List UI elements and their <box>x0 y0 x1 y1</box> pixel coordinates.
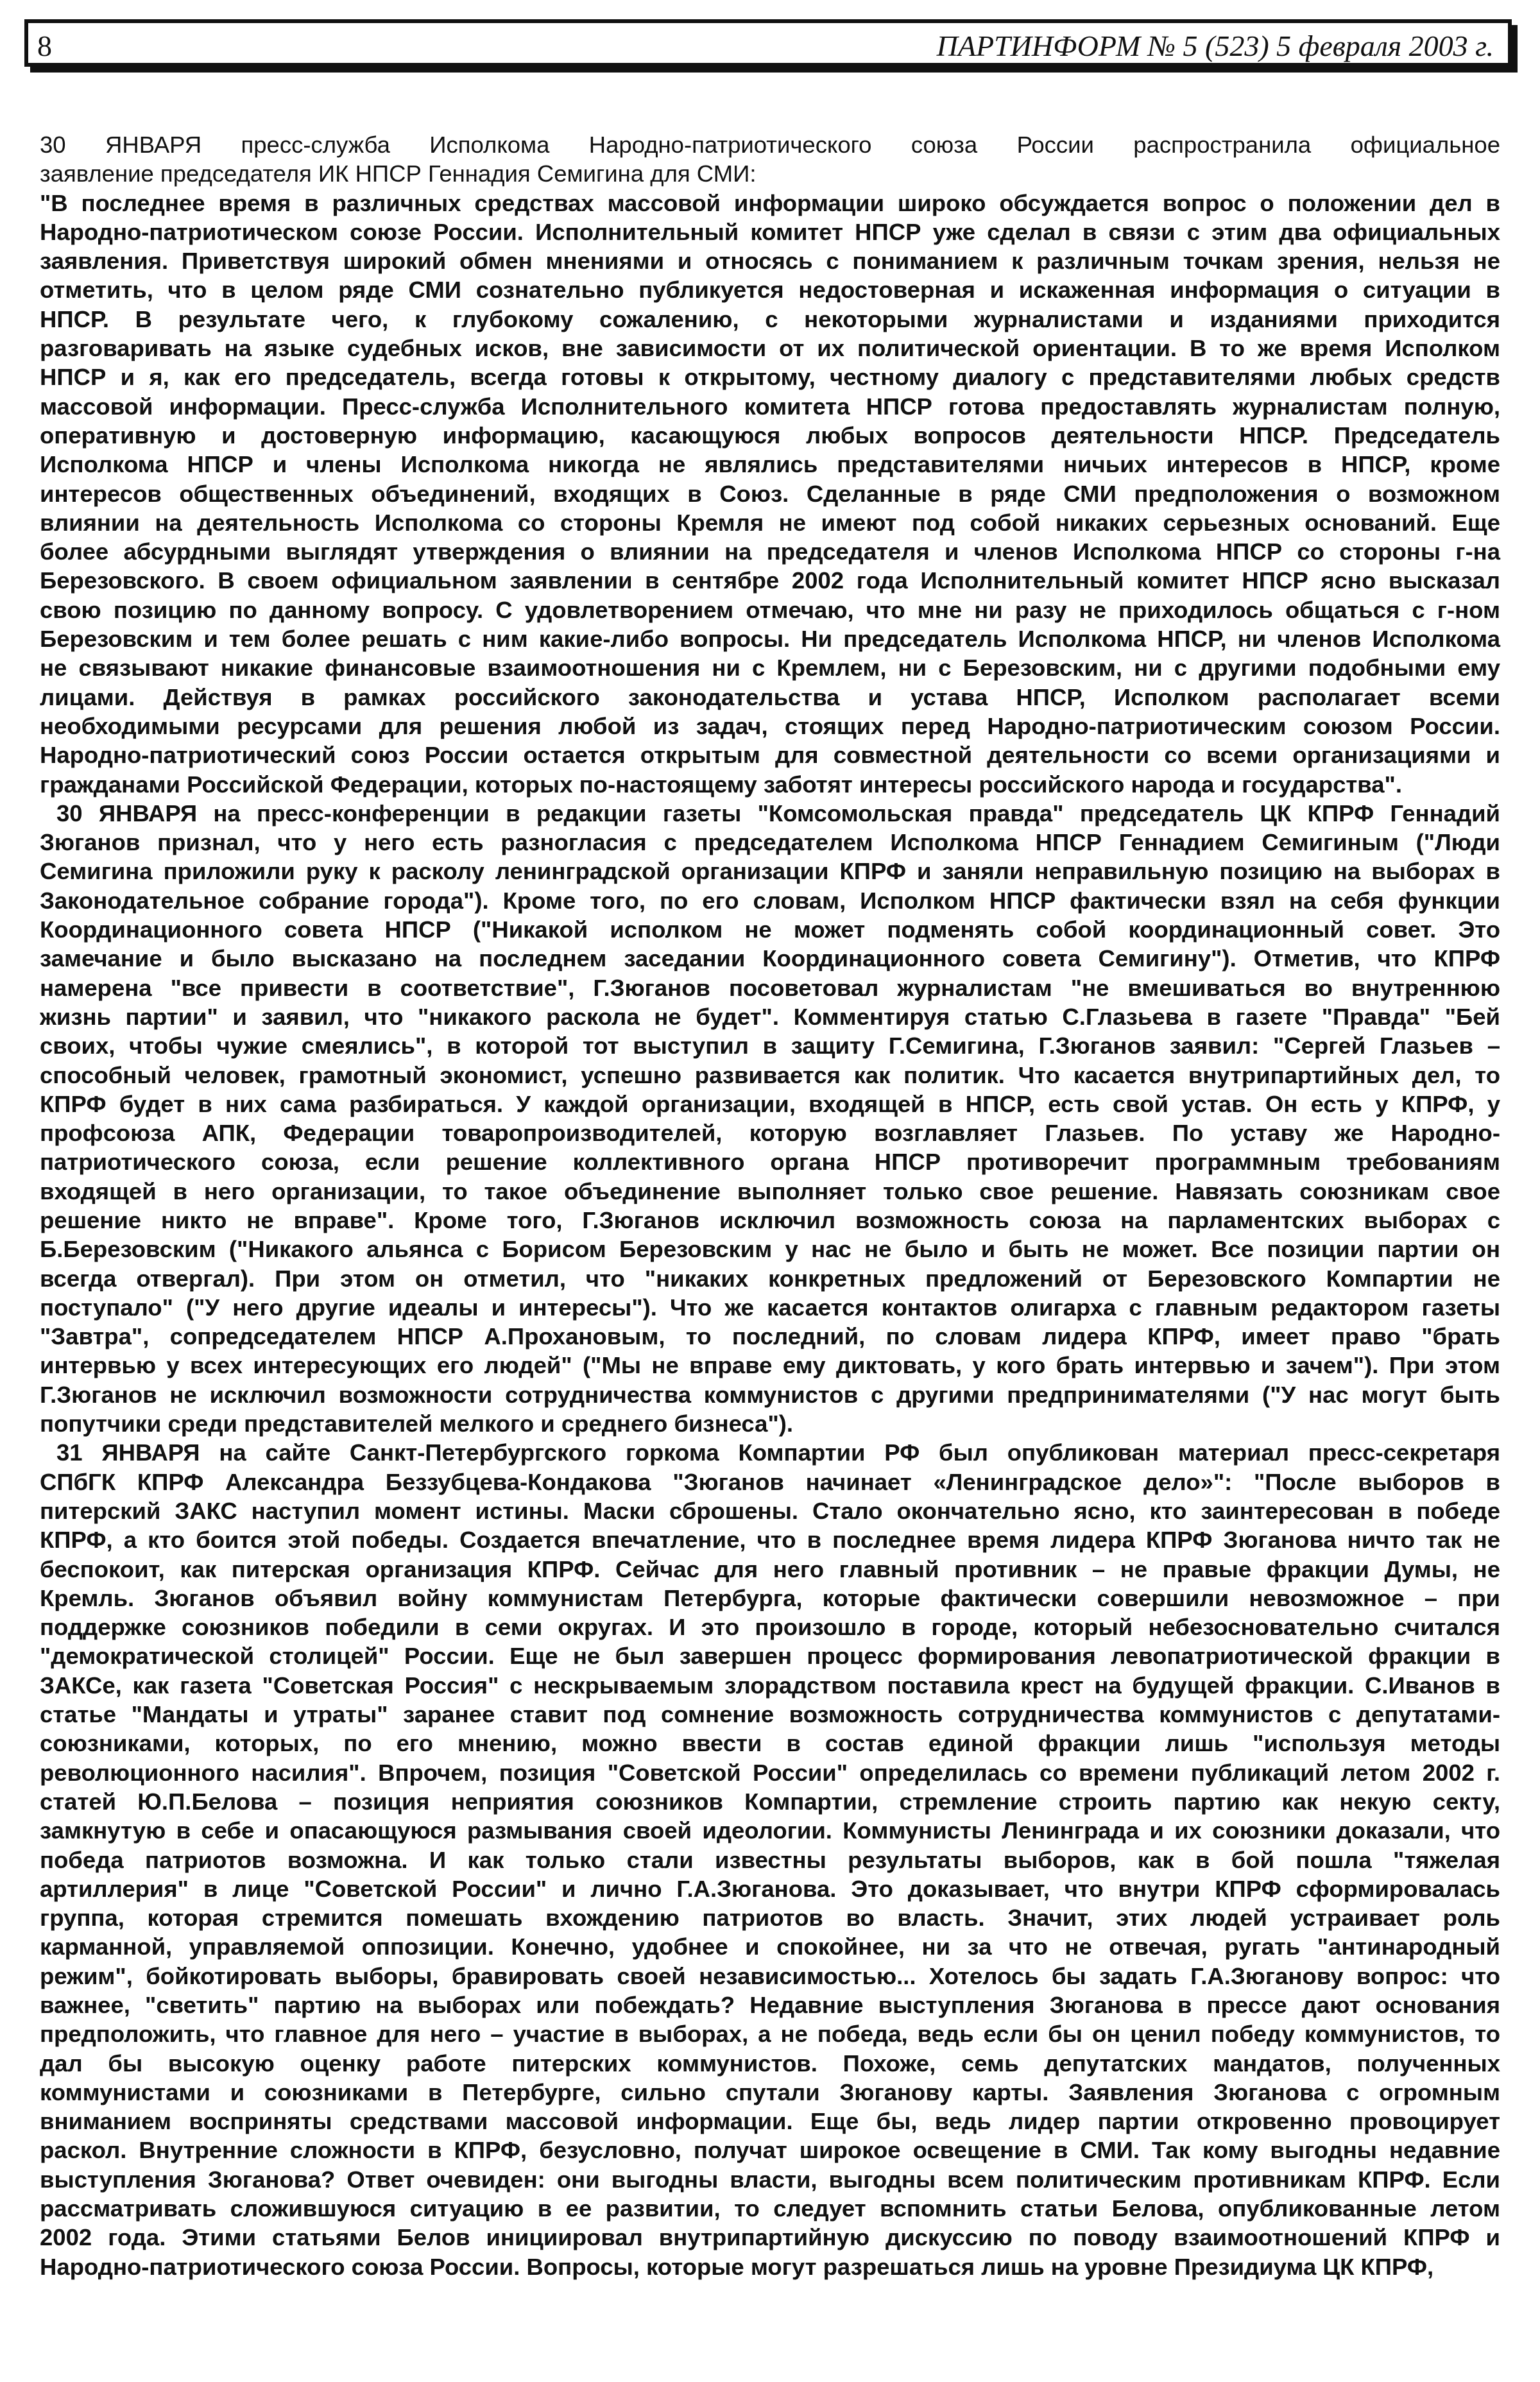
text-line: оперативную и достоверную информацию, касающуюся любых вопросов деятельности НПСР. Председатель <box>40 422 1500 449</box>
text-line: всегда отвергал). При этом он отметил, что "никаких конкретных предложений от Березовского Компартии не <box>40 1265 1500 1292</box>
text-line: поступало" ("У него другие идеалы и интересы"). Что же касается контактов олигарха с главным редактором газеты <box>40 1294 1500 1321</box>
page-header <box>24 19 1512 67</box>
text-line: намерена "все привести в соответствие", Г.Зюганов посоветовал журналистам "не вмешиваться во внутреннюю <box>40 974 1500 1001</box>
text-line: Березовским и тем более решать с ним какие-либо вопросы. Ни председатель Исполкома НПСР, ни членов Исполкома <box>40 626 1500 653</box>
text-line: карманной, управляемой оппозиции. Конечно, удобнее и спокойнее, ни за что не отвечая, ругать "антинародный <box>40 1933 1500 1960</box>
article-paragraph <box>40 1438 1500 2281</box>
issue-info: ПАРТИНФОРМ № 5 (523) 5 февраля 2003 г. <box>936 30 1494 62</box>
text-line: Народно-патриотическом союзе России. Исполнительный комитет НПСР уже сделал в связи с этим два официальных <box>40 218 1500 245</box>
text-line: режим", бойкотировать выборы, бравировать своей независимостью... Хотелось бы задать Г.А.Зюганову вопрос: что <box>40 1962 1500 1989</box>
text-line: Березовского. В своем официальном заявлении в сентябре 2002 года Исполнительный комитет НПСР ясно высказал <box>40 567 1500 594</box>
text-line: 31 ЯНВАРЯ на сайте Санкт-Петербургского горкома Компартии РФ был опубликован материал пресс-секретаря <box>56 1439 1500 1466</box>
text-line: влиянии на деятельность Исполкома со стороны Кремля не имеют под собой никаких серьезных оснований. Еще <box>40 509 1500 536</box>
text-line: НПСР. В результате чего, к глубокому сожалению, с некоторыми журналистами и изданиями приходится <box>40 305 1500 332</box>
text-line: "Завтра", сопредседателем НПСР А.Прохановым, то последний, по словам лидера КПРФ, имеет право "брать <box>40 1323 1500 1350</box>
text-line: "демократической столицей" России. Еще не был завершен процесс формирования левопатриотической фракции в <box>40 1643 1500 1670</box>
text-line: СПбГК КПРФ Александра Беззубцева-Кондакова "Зюганов начинает «Ленинградское дело»": "После выборов в <box>40 1468 1500 1495</box>
text-line: дал бы высокую оценку работе питерских коммунистов. Похоже, семь депутатских мандатов, полученных <box>40 2050 1500 2077</box>
text-line: рассматривать сложившуюся ситуацию в ее развитии, то следует вспомнить статьи Белова, опубликованные летом <box>40 2195 1500 2222</box>
text-line: отметить, что в целом ряде СМИ сознательно публикуется недостоверная и искаженная информация о ситуации в <box>40 277 1500 304</box>
text-line: Г.Зюганов не исключил возможности сотрудничества коммунистов с другими предпринимателями ("У нас могут быть <box>40 1381 1500 1408</box>
text-line: свою позицию по данному вопросу. С удовлетворением отмечаю, что мне ни разу не приходилось общаться с г-ном <box>40 596 1500 623</box>
text-line: КПРФ, а кто боится этой победы. Создается впечатление, что в последнее время лидера КПРФ Зюганова ничто так не <box>40 1527 1500 1554</box>
text-line: артиллерия" в лице "Советской России" и лично Г.А.Зюганова. Это доказывает, что внутри КПРФ сформировалась <box>40 1875 1500 1902</box>
text-line: Народно-патриотического союза России. Вопросы, которые могут разрешаться лишь на уровне Президиума ЦК КПРФ, <box>40 2253 1434 2280</box>
text-line: заявление председателя ИК НПСР Геннадия Семигина для СМИ: <box>40 160 757 187</box>
text-line: решение никто не вправе". Кроме того, Г.Зюганов исключил возможность союза на парламентских выборах с <box>40 1206 1500 1233</box>
text-line: 30 ЯНВАРЯ на пресс-конференции в редакции газеты "Комсомольская правда" председатель ЦК КПРФ Геннадий <box>56 800 1500 827</box>
text-line: лицами. Действуя в рамках российского законодательства и устава НПСР, Исполком располагает всеми <box>40 683 1500 710</box>
text-line: Координационного совета НПСР ("Никакой исполком не может подменять собой координационный совет. Это <box>40 916 1500 943</box>
text-line: разговаривать на языке судебных исков, вне зависимости от их политической ориентации. В то же время Исполком <box>40 335 1500 362</box>
text-line: входящей в него организации, то такое объединение выполняет только свое решение. Навязать союзникам свое <box>40 1178 1500 1204</box>
text-line: Законодательное собрание города"). Кроме того, по его словам, Исполком НПСР фактически взял на себя функции <box>40 887 1500 914</box>
article-body <box>40 130 1500 2281</box>
text-line: Кремль. Зюганов объявил войну коммунистам Петербурга, которые фактически совершили невозможное – при <box>40 1584 1500 1611</box>
text-line: питерский ЗАКС наступил момент истины. Маски сброшены. Стало окончательно ясно, кто заинтересован в победе <box>40 1497 1500 1524</box>
text-line: профсоюза АПК, Федерации товаропроизводителей, которую возглавляет Глазьев. По уставу же Народно- <box>40 1120 1500 1147</box>
text-line: победа патриотов возможна. И как только стали известны результаты выборов, как в бой пошла "тяжелая <box>40 1846 1500 1873</box>
text-line: интервью у всех интересующих его людей" ("Мы не вправе ему диктовать, у кого брать интервью и зачем"). При этом <box>40 1352 1500 1379</box>
text-line: необходимыми ресурсами для решения любой из задач, стоящих перед Народно-патриотическим союзом России. <box>40 712 1500 739</box>
text-line: союзниками, которых, по его мнению, можно ввести в состав единой фракции лишь "используя методы <box>40 1730 1500 1757</box>
text-line: КПРФ будет в них сама разбираться. У каждой организации, входящей в НПСР, есть свой устав. Он есть у КПРФ, у <box>40 1090 1500 1117</box>
text-line: гражданами Российской Федерации, которых по-настоящему заботят интересы российского народа и государства". <box>40 771 1402 798</box>
text-line: Народно-патриотический союз России остается открытым для совместной деятельности со всеми организациями и <box>40 742 1500 769</box>
text-line: выступления Зюганова? Ответ очевиден: они выгодны власти, выгодны всем политическим противникам КПРФ. Если <box>40 2166 1500 2193</box>
article-paragraph <box>40 189 1500 799</box>
text-line: 30 ЯНВАРЯ пресс-служба Исполкома Народно-патриотического союза России распространила официальное <box>40 132 1500 158</box>
text-line: поддержке союзников победили в семи округах. И это произошло в городе, который небезосновательно считался <box>40 1614 1500 1641</box>
text-line: жизнь партии" и заявил, что "никакого раскола не будет". Комментируя статью С.Глазьева в газете "Правда" "Бей <box>40 1003 1500 1030</box>
text-line: Б.Березовским ("Никакого альянса с Борисом Березовским у нас не было и быть не может. Все позиции партии он <box>40 1236 1500 1263</box>
text-line: Семигина приложили руку к расколу ленинградской организации КПРФ и заняли неправильную позицию на выборах в <box>40 858 1500 885</box>
text-line: Исполкома НПСР и члены Исполкома никогда не являлись представителями ничьих интересов в НПСР, кроме <box>40 451 1500 478</box>
text-line: замкнутую в себе и опасающуюся размывания своей идеологии. Коммунисты Ленинграда и их союзники доказали, что <box>40 1817 1500 1844</box>
text-line: "В последнее время в различных средствах массовой информации широко обсуждается вопрос о положении дел в <box>40 189 1500 216</box>
text-line: своих, чтобы чужие смеялись", в которой тот выступил в защиту Г.Семигина, Г.Зюганов заявил: "Сергей Глазьев – <box>40 1032 1500 1059</box>
text-line: 2002 года. Этими статьями Белов инициировал внутрипартийную дискуссию по поводу взаимоотношений КПРФ и <box>40 2224 1500 2251</box>
text-line: коммунистами и союзниками в Петербурге, сильно спутали Зюганову карты. Заявления Зюганова с огромным <box>40 2078 1500 2105</box>
text-line: не связывают никакие финансовые взаимоотношения ни с Кремлем, ни с Березовским, ни с другими подобными ему <box>40 655 1500 681</box>
text-line: способный человек, грамотный экономист, успешно развивается как политик. Что касается внутрипартийных дел, то <box>40 1061 1500 1088</box>
text-line: вниманием восприняты средствами массовой информации. Еще бы, ведь лидер партии откровенно провоцирует <box>40 2108 1500 2135</box>
text-line: группа, которая стремится помешать вхождению патриотов во власть. Значит, этих людей устраивает роль <box>40 1905 1500 1932</box>
text-line: НПСР и я, как его председатель, всегда готовы к открытому, честному диалогу с представителями любых средств <box>40 364 1500 391</box>
article-paragraph <box>40 799 1500 1439</box>
article-paragraph <box>40 130 1500 189</box>
text-line: важнее, "светить" партию на выборах или побеждать? Недавние выступления Зюганова в прессе дают основания <box>40 1992 1500 2018</box>
text-line: заявления. Приветствуя широкий обмен мнениями и относясь с пониманием к различным точкам зрения, нельзя не <box>40 248 1500 275</box>
text-line: беспокоит, как питерская организация КПРФ. Сейчас для него главный противник – не правые фракции Думы, не <box>40 1555 1500 1582</box>
text-line: замечание и было высказано на последнем заседании Координационного совета Семигину"). Отметив, что КПРФ <box>40 945 1500 972</box>
text-line: более абсурдными выглядят утверждения о влиянии на председателя и членов Исполкома НПСР со стороны г-на <box>40 538 1500 565</box>
text-line: раскол. Внутренние сложности в КПРФ, безусловно, получат широкое освещение в СМИ. Так кому выгодны недавние <box>40 2137 1500 2164</box>
text-line: попутчики среди представителей мелкого и среднего бизнеса"). <box>40 1410 794 1437</box>
text-line: Зюганов признал, что у него есть разногласия с председателем Исполкома НПСР Геннадием Семигиным ("Люди <box>40 829 1500 856</box>
text-line: массовой информации. Пресс-служба Исполнительного комитета НПСР готова предоставлять журналистам полную, <box>40 393 1500 420</box>
text-line: ЗАКСе, как газета "Советская Россия" с нескрываемым злорадством поставила крест на будущей фракции. С.Иванов в <box>40 1672 1500 1699</box>
text-line: революционного насилия". Впрочем, позиция "Советской России" определилась со времени публикаций летом 2002 г. <box>40 1759 1500 1786</box>
text-line: интересов общественных объединений, входящих в Союз. Сделанные в ряде СМИ предположения о возможном <box>40 480 1500 507</box>
text-line: статей Ю.П.Белова – позиция неприятия союзников Компартии, стремление строить партию как некую секту, <box>40 1788 1500 1815</box>
text-line: статье "Мандаты и утраты" заранее ставит под сомнение возможность сотрудничества коммунистов с депутатами- <box>40 1701 1500 1728</box>
text-line: патриотического союза, если решение коллективного органа НПСР противоречит программным требованиям <box>40 1149 1500 1176</box>
page-number: 8 <box>37 30 52 62</box>
text-line: предположить, что главное для него – участие в выборах, а не победа, ведь если бы он ценил победу коммунистов, то <box>40 2021 1500 2048</box>
